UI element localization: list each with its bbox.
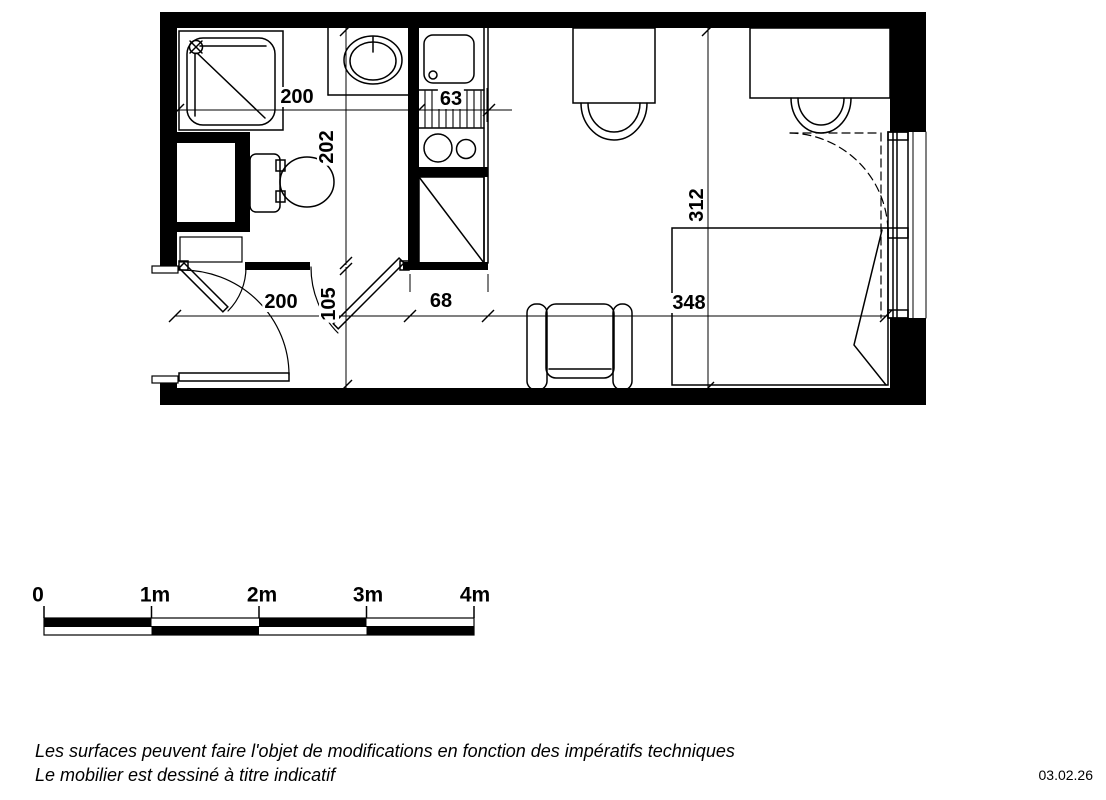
entrance-door [152, 266, 289, 383]
wall-kitchen-mid [408, 167, 488, 177]
wall-right-upper [890, 28, 926, 132]
fridge [419, 177, 484, 263]
scale-label-2m: 2m [246, 583, 278, 607]
wall-bath-bottom [245, 262, 310, 270]
chair-left [581, 103, 647, 140]
footer-note-1: Les surfaces peuvent faire l'objet de modifications en fonction des impératifs techniques [35, 741, 735, 761]
desk-right [750, 28, 890, 98]
washbasin [328, 28, 408, 95]
footer-note-2: Le mobilier est dessiné à titre indicatif [35, 765, 336, 785]
dim-label-hall-depth: 105 [318, 287, 340, 321]
wall-bottom [160, 388, 926, 405]
window [888, 132, 926, 318]
scale-label-4m: 4m [459, 583, 491, 607]
door-jamb [152, 376, 178, 383]
hob [424, 134, 476, 162]
shower-head-icon [190, 41, 203, 54]
wall-bath-kitchen [408, 28, 419, 270]
dimension-ticks [169, 24, 892, 394]
wall-shaft-right [235, 132, 250, 232]
dim-label-hall-width: 200 [264, 291, 298, 313]
kitchen-sink [424, 35, 474, 83]
desk-left [573, 28, 655, 103]
armchair [527, 304, 632, 390]
bathroom-door [179, 261, 246, 312]
scale-label-1m: 1m [139, 583, 171, 607]
scale-bar-graphic [44, 606, 474, 635]
kitchen-counter [419, 28, 488, 263]
dim-label-kitchen-width: 63 [439, 88, 463, 110]
dim-label-living-width: 348 [672, 292, 706, 314]
wall-top [160, 12, 926, 28]
scale-label-0: 0 [32, 583, 44, 607]
wall-left-upper [160, 12, 177, 267]
wall-under-shower [177, 132, 243, 143]
footer-date: 03.02.26 [1038, 767, 1093, 783]
dim-label-fridge-width: 68 [429, 290, 453, 312]
storage-niche [180, 237, 242, 262]
chair-right [791, 98, 851, 133]
wall-shaft-bottom [177, 222, 250, 232]
dim-label-living-depth: 312 [686, 188, 708, 222]
window-swing-dashed [790, 133, 888, 318]
dim-label-bath-depth: 202 [316, 130, 338, 164]
dimension-lines [169, 24, 892, 394]
scale-label-3m: 3m [352, 583, 384, 607]
dim-label-bath-width: 200 [280, 86, 314, 108]
door-jamb [152, 266, 178, 273]
shower [179, 31, 283, 130]
